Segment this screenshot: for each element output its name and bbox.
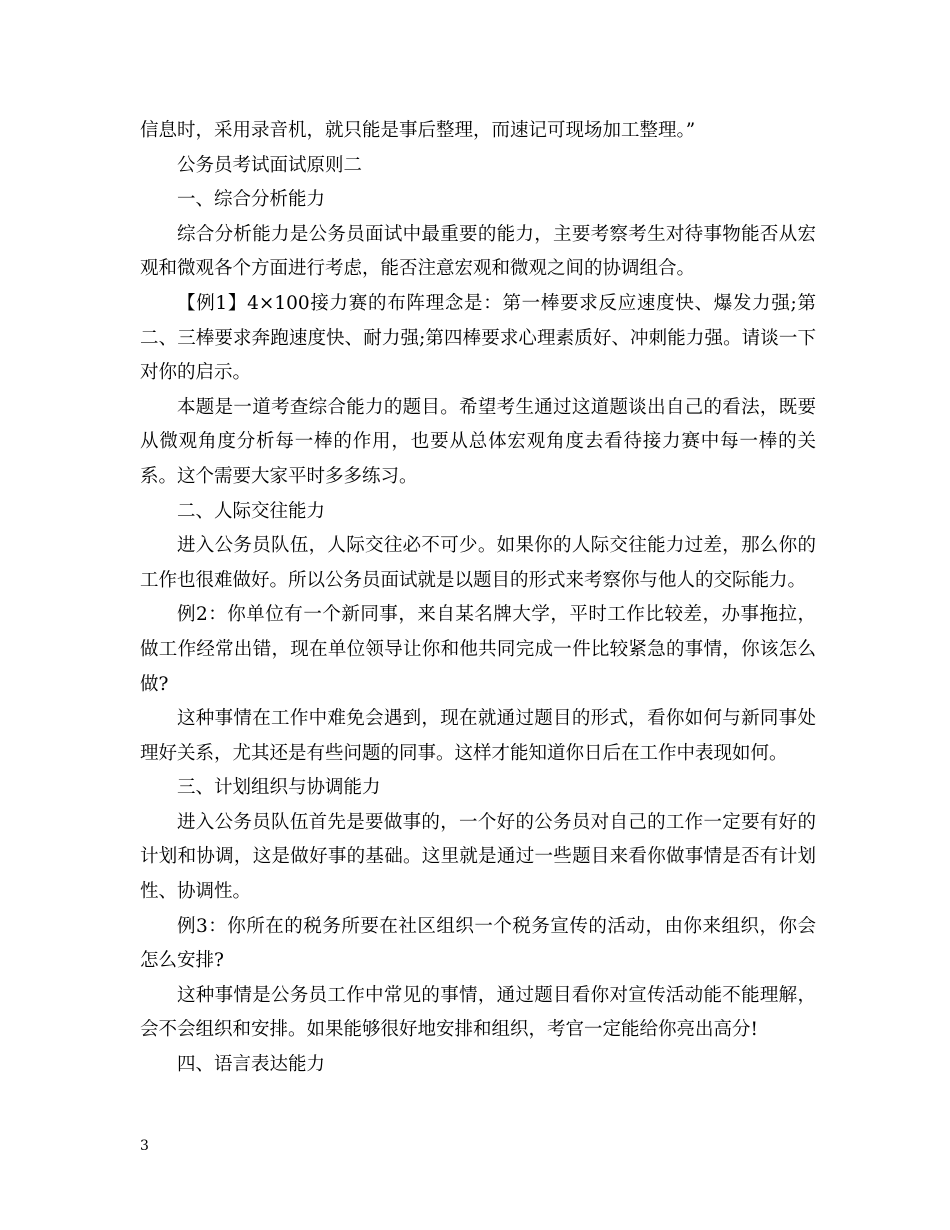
example-2: 例2：你单位有一个新同事，来自某名牌大学，平时工作比较差，办事拖拉，做工作经常出错，现在单位领导让你和他共同完成一件比较紧急的事情，你该怎么做? [140, 604, 816, 695]
heading-comprehensive-analysis: 一、综合分析能力 [177, 189, 326, 211]
heading-language-expression: 四、语言表达能力 [177, 1054, 326, 1076]
example-3: 例3：你所在的税务所要在社区组织一个税务宣传的活动，由你来组织，你会怎么安排? [140, 915, 816, 972]
paragraph: 本题是一道考查综合能力的题目。希望考生通过这道题谈出自己的看法，既要从微观角度分析每一棒的作用，也要从总体宏观角度去看待接力赛中每一棒的关系。这个需要大家平时多多练习。 [140, 396, 816, 487]
example-1: 【例1】4×100接力赛的布阵理念是：第一棒要求反应速度快、爆发力强;第二、三棒要求奔跑速度快、耐力强;第四棒要求心理素质好、冲刺能力强。请谈一下对你的启示。 [140, 292, 816, 384]
heading-interpersonal: 二、人际交往能力 [177, 500, 326, 522]
paragraph: 这种事情是公务员工作中常见的事情，通过题目看你对宣传活动能不能理解，会不会组织和安排。如果能够很好地安排和组织，考官一定能给你亮出高分! [140, 984, 816, 1041]
paragraph: 进入公务员队伍首先是要做事的，一个好的公务员对自己的工作一定要有好的计划和协调，这是做好事的基础。这里就是通过一些题目来看你做事情是否有计划性、协调性。 [140, 811, 816, 903]
section-title: 公务员考试面试原则二 [177, 154, 363, 176]
paragraph: 综合分析能力是公务员面试中最重要的能力，主要考察考生对待事物能否从宏观和微观各个方面进行考虑，能否注意宏观和微观之间的协调组合。 [140, 223, 816, 280]
body-text [140, 114, 816, 1083]
page-number: 3 [140, 1138, 149, 1154]
paragraph-continuation: 信息时，采用录音机，就只能是事后整理，而速记可现场加工整理。” [140, 120, 696, 141]
paragraph: 进入公务员队伍，人际交往必不可少。如果你的人际交往能力过差，那么你的工作也很难做好。所以公务员面试就是以题目的形式来考察你与他人的交际能力。 [140, 535, 816, 591]
paragraph: 这种事情在工作中难免会遇到，现在就通过题目的形式，看你如何与新同事处理好关系，尤其还是有些问题的同事。这样才能知道你日后在工作中表现如何。 [140, 708, 816, 764]
heading-planning: 三、计划组织与协调能力 [177, 777, 381, 799]
